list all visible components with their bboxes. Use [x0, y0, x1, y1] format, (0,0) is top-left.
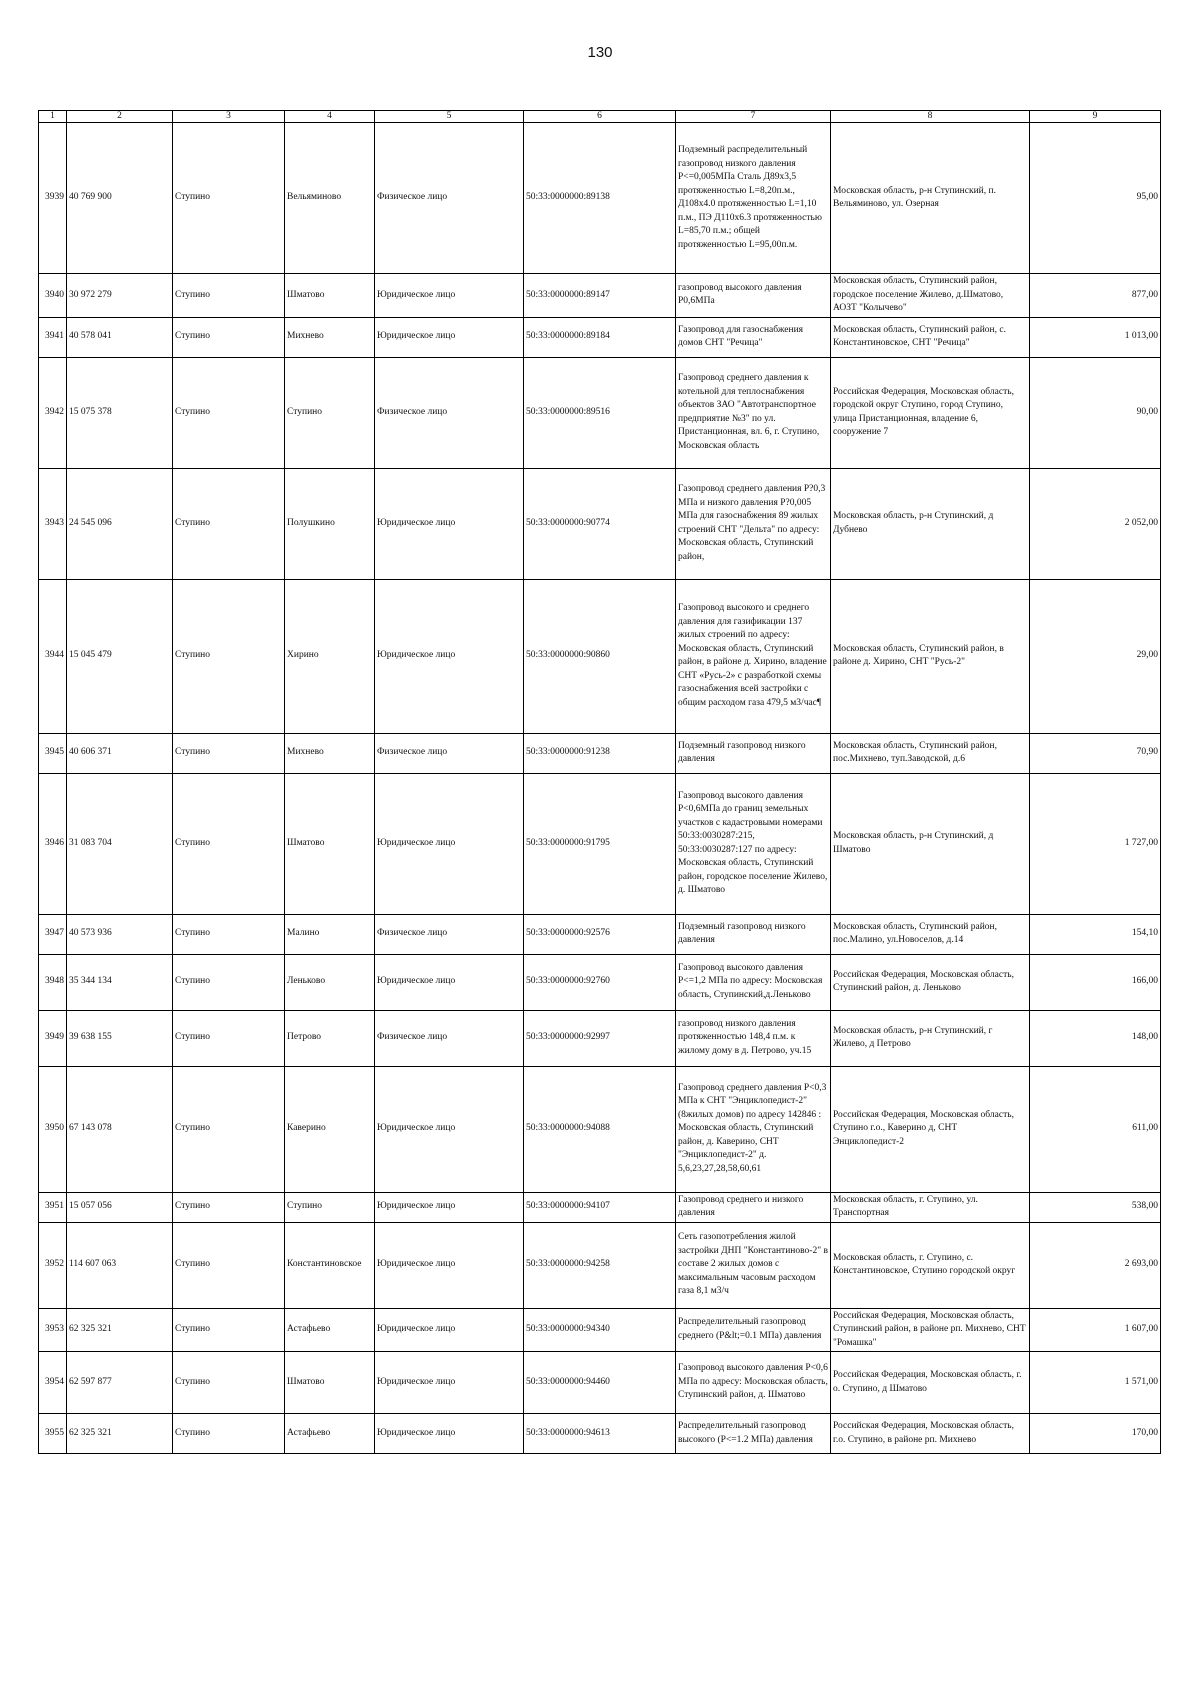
value-cell: 611,00	[1030, 1066, 1161, 1192]
value-cell: 166,00	[1030, 954, 1161, 1010]
value-cell: 90,00	[1030, 357, 1161, 468]
cadastral-number-cell: 50:33:0000000:91238	[524, 733, 676, 773]
row-number-cell: 3947	[39, 914, 67, 954]
cadastral-number-cell: 50:33:0000000:92997	[524, 1010, 676, 1066]
cadastral-number-cell: 50:33:0000000:94107	[524, 1192, 676, 1222]
cadastral-number-cell: 50:33:0000000:94460	[524, 1352, 676, 1414]
address-cell: Московская область, р-н Ступинский, д Дубнево	[831, 468, 1030, 579]
locality-cell: Хирино	[285, 579, 375, 733]
owner-type-cell: Юридическое лицо	[375, 1192, 524, 1222]
district-cell: Ступино	[173, 773, 285, 914]
header-cell: 9	[1030, 111, 1161, 123]
locality-cell: Шматово	[285, 773, 375, 914]
district-cell: Ступино	[173, 1308, 285, 1352]
header-cell: 4	[285, 111, 375, 123]
code-cell: 62 597 877	[67, 1352, 173, 1414]
value-cell: 2 052,00	[1030, 468, 1161, 579]
owner-type-cell: Физическое лицо	[375, 123, 524, 274]
owner-type-cell: Юридическое лицо	[375, 1352, 524, 1414]
owner-type-cell: Физическое лицо	[375, 357, 524, 468]
row-number-cell: 3953	[39, 1308, 67, 1352]
table-row	[39, 123, 1161, 274]
row-number-cell: 3945	[39, 733, 67, 773]
district-cell: Ступино	[173, 123, 285, 274]
table-row	[39, 1066, 1161, 1192]
code-cell: 39 638 155	[67, 1010, 173, 1066]
description-cell: Газопровод высокого давления Р<0,6 МПа по адресу: Московская область, Ступинский район, д. Шматово	[676, 1352, 831, 1414]
code-cell: 31 083 704	[67, 773, 173, 914]
header-cell: 2	[67, 111, 173, 123]
address-cell: Московская область, Ступинский район, с. Константиновское, СНТ "Речица"	[831, 317, 1030, 357]
value-cell: 877,00	[1030, 274, 1161, 318]
description-cell: Распределительный газопровод среднего (P&lt;=0.1 МПа) давления	[676, 1308, 831, 1352]
cadastral-number-cell: 50:33:0000000:92576	[524, 914, 676, 954]
locality-cell: Вельяминово	[285, 123, 375, 274]
table-row	[39, 773, 1161, 914]
header-cell: 5	[375, 111, 524, 123]
value-cell: 29,00	[1030, 579, 1161, 733]
cadastral-number-cell: 50:33:0000000:92760	[524, 954, 676, 1010]
owner-type-cell: Юридическое лицо	[375, 773, 524, 914]
locality-cell: Ступино	[285, 357, 375, 468]
table-row	[39, 733, 1161, 773]
code-cell: 30 972 279	[67, 274, 173, 318]
value-cell: 154,10	[1030, 914, 1161, 954]
row-number-cell: 3952	[39, 1222, 67, 1308]
table-row	[39, 1222, 1161, 1308]
cadastral-number-cell: 50:33:0000000:90860	[524, 579, 676, 733]
address-cell: Российская Федерация, Московская область, г.о. Ступино, в районе рп. Михнево	[831, 1414, 1030, 1454]
district-cell: Ступино	[173, 1192, 285, 1222]
description-cell: газопровод низкого давления протяженностью 148,4 п.м. к жилому дому в д. Петрово, уч.15	[676, 1010, 831, 1066]
district-cell: Ступино	[173, 954, 285, 1010]
description-cell: Сеть газопотребления жилой застройки ДНП "Константиново-2" в составе 2 жилых домов с максимальным часовым расходом газа 8,1 м3/ч	[676, 1222, 831, 1308]
description-cell: Газопровод высокого давления Р<=1,2 МПа по адресу: Московская область, Ступинский,д.Леньково	[676, 954, 831, 1010]
address-cell: Российская Федерация, Московская область, г. о. Ступино, д Шматово	[831, 1352, 1030, 1414]
locality-cell: Михнево	[285, 317, 375, 357]
district-cell: Ступино	[173, 733, 285, 773]
address-cell: Московская область, Ступинский район, пос.Михнево, туп.Заводской, д.6	[831, 733, 1030, 773]
locality-cell: Полушкино	[285, 468, 375, 579]
address-cell: Московская область, Ступинский район, пос.Малино, ул.Новоселов, д.14	[831, 914, 1030, 954]
description-cell: Газопровод среднего давления к котельной для теплоснабжения объектов ЗАО "Автотранспортное предприятие №3" по ул. Пристанционная, вл. 6, г. Ступино, Московская область	[676, 357, 831, 468]
locality-cell: Астафьево	[285, 1308, 375, 1352]
locality-cell: Шматово	[285, 1352, 375, 1414]
district-cell: Ступино	[173, 1414, 285, 1454]
address-cell: Московская область, р-н Ступинский, п. Вельяминово, ул. Озерная	[831, 123, 1030, 274]
district-cell: Ступино	[173, 579, 285, 733]
row-number-cell: 3946	[39, 773, 67, 914]
owner-type-cell: Юридическое лицо	[375, 579, 524, 733]
table-row	[39, 1308, 1161, 1352]
table-row	[39, 357, 1161, 468]
table-row	[39, 1010, 1161, 1066]
district-cell: Ступино	[173, 468, 285, 579]
row-number-cell: 3941	[39, 317, 67, 357]
code-cell: 62 325 321	[67, 1308, 173, 1352]
row-number-cell: 3949	[39, 1010, 67, 1066]
code-cell: 15 057 056	[67, 1192, 173, 1222]
address-cell: Московская область, Ступинский район, городское поселение Жилево, д.Шматово, АОЗТ "Колычево"	[831, 274, 1030, 318]
owner-type-cell: Юридическое лицо	[375, 274, 524, 318]
value-cell: 70,90	[1030, 733, 1161, 773]
cadastral-number-cell: 50:33:0000000:89147	[524, 274, 676, 318]
row-number-cell: 3955	[39, 1414, 67, 1454]
table-row	[39, 954, 1161, 1010]
address-cell: Российская Федерация, Московская область, Ступино г.о., Каверино д, СНТ Энциклопедист-2	[831, 1066, 1030, 1192]
cadastral-number-cell: 50:33:0000000:94613	[524, 1414, 676, 1454]
code-cell: 114 607 063	[67, 1222, 173, 1308]
owner-type-cell: Юридическое лицо	[375, 1222, 524, 1308]
table-row	[39, 1414, 1161, 1454]
owner-type-cell: Юридическое лицо	[375, 317, 524, 357]
district-cell: Ступино	[173, 317, 285, 357]
row-number-cell: 3942	[39, 357, 67, 468]
row-number-cell: 3951	[39, 1192, 67, 1222]
description-cell: Подземный газопровод низкого давления	[676, 733, 831, 773]
cadastral-number-cell: 50:33:0000000:94258	[524, 1222, 676, 1308]
address-cell: Российская Федерация, Московская область, Ступинский район, в районе рп. Михнево, СНТ "Ромашка"	[831, 1308, 1030, 1352]
row-number-cell: 3944	[39, 579, 67, 733]
value-cell: 1 607,00	[1030, 1308, 1161, 1352]
code-cell: 40 573 936	[67, 914, 173, 954]
locality-cell: Константиновское	[285, 1222, 375, 1308]
district-cell: Ступино	[173, 914, 285, 954]
code-cell: 35 344 134	[67, 954, 173, 1010]
cadastral-number-cell: 50:33:0000000:94340	[524, 1308, 676, 1352]
value-cell: 1 013,00	[1030, 317, 1161, 357]
district-cell: Ступино	[173, 1352, 285, 1414]
owner-type-cell: Физическое лицо	[375, 733, 524, 773]
description-cell: Подземный газопровод низкого давления	[676, 914, 831, 954]
header-cell: 3	[173, 111, 285, 123]
page-number: 130	[587, 44, 613, 61]
header-cell: 8	[831, 111, 1030, 123]
code-cell: 67 143 078	[67, 1066, 173, 1192]
district-cell: Ступино	[173, 274, 285, 318]
header-cell: 1	[39, 111, 67, 123]
table-row	[39, 579, 1161, 733]
description-cell: Газопровод для газоснабжения домов СНТ "Речица"	[676, 317, 831, 357]
description-cell: Газопровод высокого давления Р<0,6МПа до границ земельных участков с кадастровыми номерами 50:33:0030287:215, 50:33:0030287:127 по адресу: Московская область, Ступинский район, городское поселение Жилево, д. Шматово	[676, 773, 831, 914]
address-cell: Российская Федерация, Московская область, городской округ Ступино, город Ступино, улица Пристанционная, владение 6, сооружение 7	[831, 357, 1030, 468]
address-cell: Московская область, р-н Ступинский, д Шматово	[831, 773, 1030, 914]
table-row	[39, 1352, 1161, 1414]
district-cell: Ступино	[173, 1010, 285, 1066]
locality-cell: Малино	[285, 914, 375, 954]
owner-type-cell: Физическое лицо	[375, 1010, 524, 1066]
value-cell: 95,00	[1030, 123, 1161, 274]
locality-cell: Михнево	[285, 733, 375, 773]
header-cell: 6	[524, 111, 676, 123]
address-cell: Московская область, р-н Ступинский, г Жилево, д Петрово	[831, 1010, 1030, 1066]
code-cell: 15 075 378	[67, 357, 173, 468]
code-cell: 24 545 096	[67, 468, 173, 579]
address-cell: Московская область, г. Ступино, ул. Транспортная	[831, 1192, 1030, 1222]
description-cell: Газопровод высокого и среднего давления для газификации 137 жилых строений по адресу: Московская область, Ступинский район, в районе д. Хирино, владение СНТ «Русь-2» с разработкой схемы газоснабжения всей застройки с общим расходом газа 479,5 м3/час¶	[676, 579, 831, 733]
cadastral-number-cell: 50:33:0000000:89516	[524, 357, 676, 468]
header-cell: 7	[676, 111, 831, 123]
owner-type-cell: Физическое лицо	[375, 914, 524, 954]
owner-type-cell: Юридическое лицо	[375, 954, 524, 1010]
address-cell: Московская область, г. Ступино, с. Константиновское, Ступино городской округ	[831, 1222, 1030, 1308]
code-cell: 40 606 371	[67, 733, 173, 773]
cadastral-number-cell: 50:33:0000000:94088	[524, 1066, 676, 1192]
owner-type-cell: Юридическое лицо	[375, 1066, 524, 1192]
value-cell: 2 693,00	[1030, 1222, 1161, 1308]
value-cell: 538,00	[1030, 1192, 1161, 1222]
code-cell: 15 045 479	[67, 579, 173, 733]
locality-cell: Леньково	[285, 954, 375, 1010]
value-cell: 1 571,00	[1030, 1352, 1161, 1414]
value-cell: 1 727,00	[1030, 773, 1161, 914]
code-cell: 40 769 900	[67, 123, 173, 274]
cadastral-number-cell: 50:33:0000000:91795	[524, 773, 676, 914]
row-number-cell: 3950	[39, 1066, 67, 1192]
row-number-cell: 3943	[39, 468, 67, 579]
owner-type-cell: Юридическое лицо	[375, 468, 524, 579]
row-number-cell: 3940	[39, 274, 67, 318]
locality-cell: Ступино	[285, 1192, 375, 1222]
table-row	[39, 914, 1161, 954]
table-body	[39, 111, 1161, 1454]
cadastral-number-cell: 50:33:0000000:89138	[524, 123, 676, 274]
description-cell: Газопровод среднего давления Р?0,3 МПа и низкого давления Р?0,005 МПа для газоснабжения 89 жилых строений СНТ "Дельта" по адресу: Московская область, Ступинский район,	[676, 468, 831, 579]
value-cell: 170,00	[1030, 1414, 1161, 1454]
value-cell: 148,00	[1030, 1010, 1161, 1066]
row-number-cell: 3948	[39, 954, 67, 1010]
owner-type-cell: Юридическое лицо	[375, 1308, 524, 1352]
row-number-cell: 3939	[39, 123, 67, 274]
address-cell: Российская Федерация, Московская область, Ступинский район, д. Леньково	[831, 954, 1030, 1010]
locality-cell: Каверино	[285, 1066, 375, 1192]
district-cell: Ступино	[173, 1222, 285, 1308]
header-row	[39, 111, 1161, 123]
district-cell: Ступино	[173, 357, 285, 468]
table-row	[39, 1192, 1161, 1222]
registry-table	[38, 110, 1161, 1454]
description-cell: Газопровод среднего и низкого давления	[676, 1192, 831, 1222]
district-cell: Ступино	[173, 1066, 285, 1192]
row-number-cell: 3954	[39, 1352, 67, 1414]
table-row	[39, 317, 1161, 357]
table-row	[39, 274, 1161, 318]
locality-cell: Астафьево	[285, 1414, 375, 1454]
owner-type-cell: Юридическое лицо	[375, 1414, 524, 1454]
locality-cell: Шматово	[285, 274, 375, 318]
cadastral-number-cell: 50:33:0000000:90774	[524, 468, 676, 579]
locality-cell: Петрово	[285, 1010, 375, 1066]
description-cell: газопровод высокого давления Р0,6МПа	[676, 274, 831, 318]
cadastral-number-cell: 50:33:0000000:89184	[524, 317, 676, 357]
description-cell: Подземный распределительный газопровод низкого давления Р<=0,005МПа Сталь Д89х3,5 протяженностью L=8,20п.м., Д108х4.0 протяженностью L=1,10 п.м., ПЭ Д110х6.3 протяженностью L=85,70 п.м.; общей протяженностью L=95,00п.м.	[676, 123, 831, 274]
description-cell: Газопровод среднего давления Р<0,3 МПа к СНТ "Энциклопедист-2" (8жилых домов) по адресу 142846 : Московская область, Ступинский район, д. Каверино, СНТ "Энциклопедист-2" д. 5,6,23,27,28,58,60,61	[676, 1066, 831, 1192]
code-cell: 62 325 321	[67, 1414, 173, 1454]
code-cell: 40 578 041	[67, 317, 173, 357]
address-cell: Московская область, Ступинский район, в районе д. Хирино, СНТ "Русь-2"	[831, 579, 1030, 733]
table-row	[39, 468, 1161, 579]
description-cell: Распределительный газопровод высокого (P<=1.2 МПа) давления	[676, 1414, 831, 1454]
